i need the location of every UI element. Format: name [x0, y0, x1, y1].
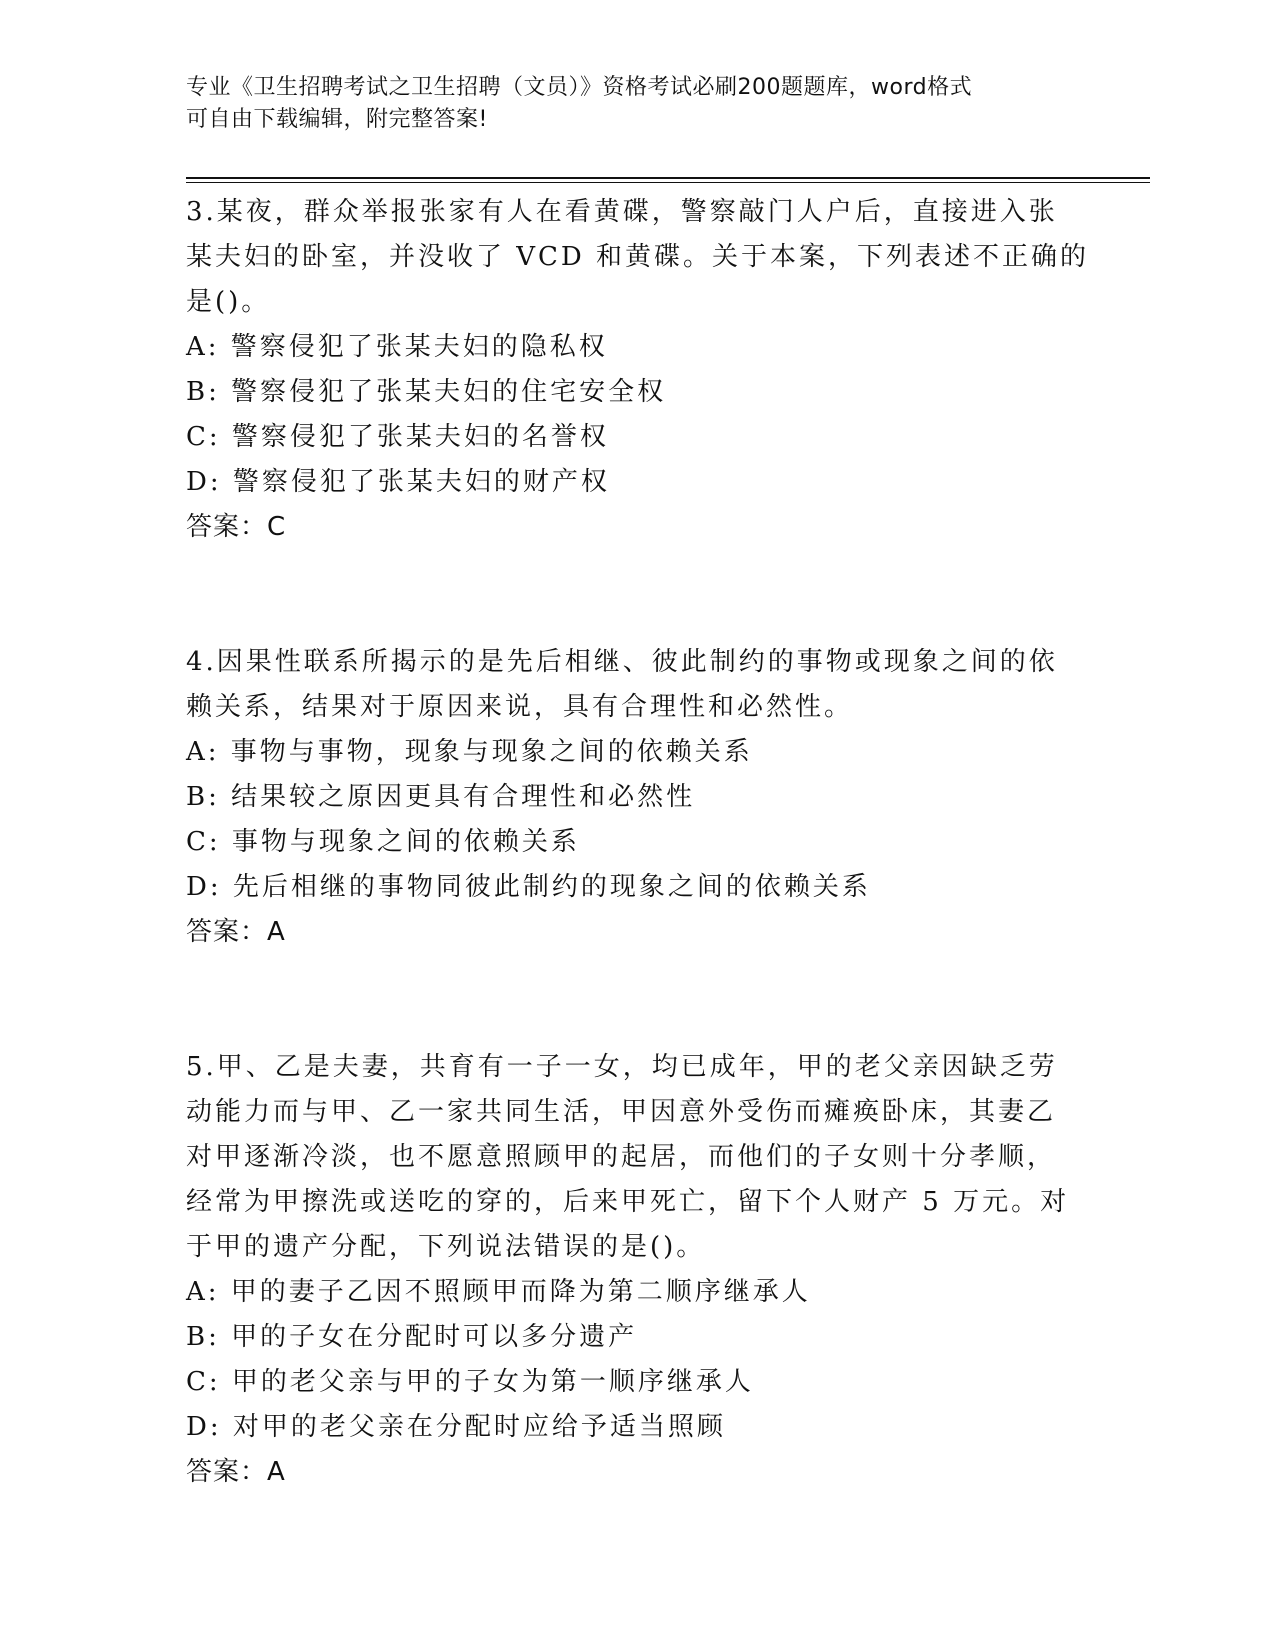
question-stem-line: 某夫妇的卧室，并没收了 VCD 和黄碟。关于本案，下列表述不正确的	[186, 242, 1090, 272]
option-c: C: 事物与现象之间的依赖关系	[186, 827, 580, 857]
option-d: D: 警察侵犯了张某夫妇的财产权	[186, 467, 610, 497]
question-stem-line: 4.因果性联系所揭示的是先后相继、彼此制约的事物或现象之间的依	[186, 647, 1058, 677]
option-b: B: 结果较之原因更具有合理性和必然性	[186, 782, 696, 812]
option-a: A: 甲的妻子乙因不照顾甲而降为第二顺序继承人	[186, 1277, 811, 1307]
question-stem-line: 是()。	[186, 287, 271, 317]
option-d: D: 先后相继的事物同彼此制约的现象之间的依赖关系	[186, 872, 871, 902]
header-line-1: 专业《卫生招聘考试之卫生招聘（文员）》资格考试必刷200题题库，word格式	[186, 75, 973, 100]
question-list	[186, 190, 1090, 1495]
header-rule-thick	[186, 177, 1150, 179]
question-spacer	[186, 550, 1086, 640]
question-stem-line: 赖关系，结果对于原因来说，具有合理性和必然性。	[186, 692, 854, 722]
question-stem-line: 3.某夜，群众举报张家有人在看黄碟，警察敲门人户后，直接进入张	[186, 197, 1058, 227]
question-5	[186, 1045, 1086, 1495]
option-c: C: 甲的老父亲与甲的子女为第一顺序继承人	[186, 1367, 754, 1397]
answer-label: 答案：A	[186, 1457, 286, 1487]
question-stem-line: 5.甲、乙是夫妻，共育有一子一女，均已成年，甲的老父亲因缺乏劳	[186, 1052, 1058, 1082]
answer-label: 答案：C	[186, 512, 287, 542]
document-header	[186, 72, 1066, 136]
option-c: C: 警察侵犯了张某夫妇的名誉权	[186, 422, 609, 452]
question-3	[186, 190, 1090, 550]
question-4	[186, 640, 1086, 955]
question-stem-line: 对甲逐渐冷淡，也不愿意照顾甲的起居，而他们的子女则十分孝顺，	[186, 1142, 1057, 1172]
question-stem-line: 动能力而与甲、乙一家共同生活，甲因意外受伤而瘫痪卧床，其妻乙	[186, 1097, 1057, 1127]
option-d: D: 对甲的老父亲在分配时应给予适当照顾	[186, 1412, 726, 1442]
question-stem-line: 于甲的遗产分配，下列说法错误的是()。	[186, 1232, 706, 1262]
question-spacer	[186, 955, 1086, 1045]
option-b: B: 警察侵犯了张某夫妇的住宅安全权	[186, 377, 667, 407]
header-rule-thin	[186, 182, 1150, 183]
answer-label: 答案：A	[186, 917, 286, 947]
option-a: A: 警察侵犯了张某夫妇的隐私权	[186, 332, 608, 362]
question-stem-line: 经常为甲擦洗或送吃的穿的，后来甲死亡，留下个人财产 5 万元。对	[186, 1187, 1070, 1217]
header-line-2: 可自由下载编辑，附完整答案!	[186, 107, 488, 132]
option-a: A: 事物与事物，现象与现象之间的依赖关系	[186, 737, 753, 767]
option-b: B: 甲的子女在分配时可以多分遗产	[186, 1322, 638, 1352]
